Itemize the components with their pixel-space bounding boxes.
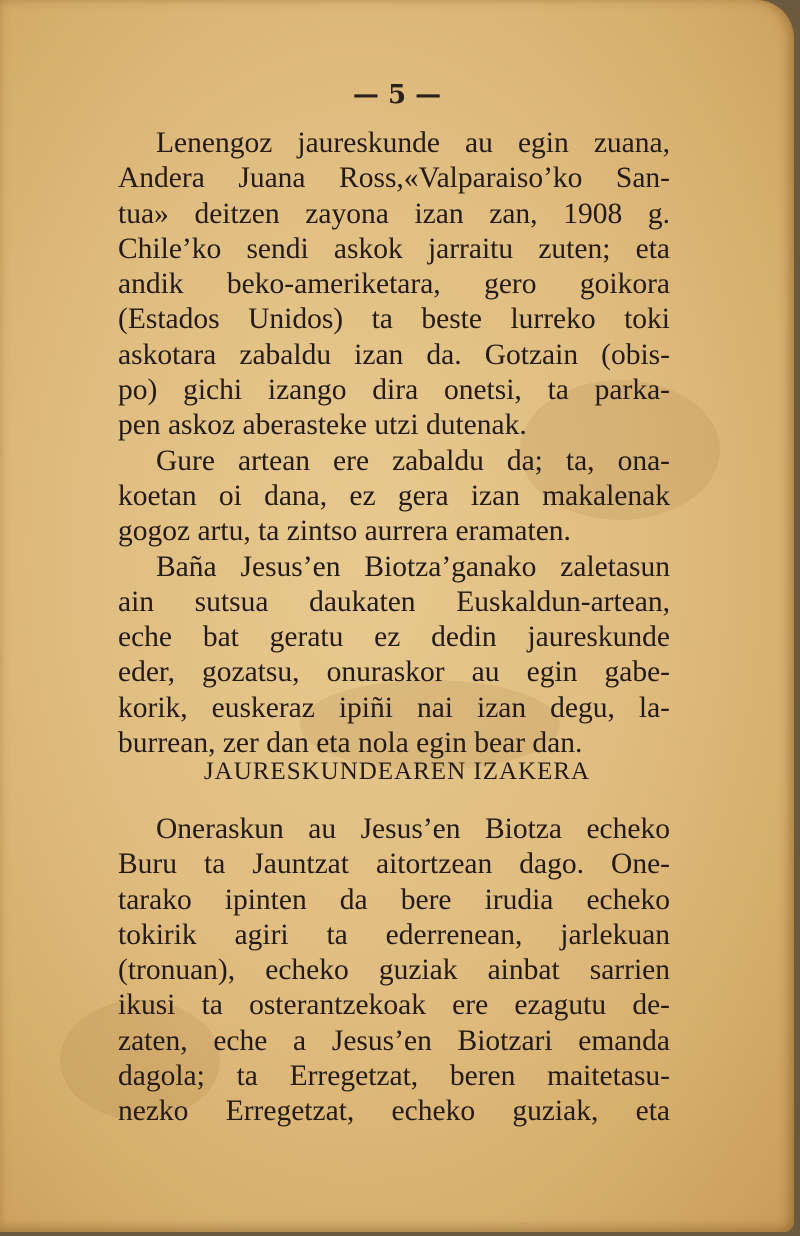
text-line: nezko Erregetzat, echeko guziak, eta [118, 1095, 670, 1128]
text-line: Buru ta Jauntzat aitortzean dago. One- [118, 848, 670, 881]
text-line: Oneraskun au Jesus’en Biotza echeko [156, 813, 670, 845]
text-line: Chile’ko sendi askok jarraitu zuten; eta [118, 232, 670, 265]
text-line: koetan oi dana, ez gera izan makalenak [118, 479, 670, 512]
text-line: tarako ipinten da bere irudia echeko [118, 883, 670, 916]
text-line: dagola; ta Erregetzat, beren maitetasu- [118, 1060, 670, 1093]
text-line: Lenengoz jaureskunde au egin zuana, [156, 127, 670, 159]
text-line: eder, gozatsu, onuraskor au egin gabe- [118, 656, 670, 689]
text-line: burrean, zer dan eta nola egin bear dan. [118, 727, 583, 760]
paragraph-group-section [118, 812, 670, 1130]
text-line: Baña Jesus’en Biotza’ganako zaletasun [156, 550, 670, 583]
text-line: askotara zabaldu izan da. Gotzain (obis- [118, 338, 670, 371]
page-number: — 5 — [352, 80, 442, 110]
text-line: po) gichi izango dira onetsi, ta parka- [118, 374, 670, 407]
text-line: andik beko-ameriketara, gero goikora [118, 268, 670, 301]
text-line: Andera Juana Ross,«Valparaiso’ko San- [118, 162, 670, 195]
text-line: tua» deitzen zayona izan zan, 1908 g. [118, 197, 670, 230]
paragraph-group-intro [118, 126, 670, 761]
text-line: korik, euskeraz ipiñi nai izan degu, la- [118, 691, 670, 724]
text-line: (tronuan), echeko guziak ainbat sarrien [118, 954, 670, 987]
text-line: (Estados Unidos) ta beste lurreko toki [118, 303, 670, 336]
text-line: gogoz artu, ta zintso aurrera eramaten. [118, 515, 571, 548]
text-line: ikusi ta osterantzekoak ere ezagutu de- [118, 989, 670, 1022]
text-line: tokirik agiri ta ederrenean, jarlekuan [118, 918, 670, 951]
text-line: eche bat geratu ez dedin jaureskunde [118, 621, 670, 654]
text-line: ain sutsua daukaten Euskaldun-artean, [118, 585, 670, 618]
text-line: Gure artean ere zabaldu da; ta, ona- [156, 444, 670, 477]
section-heading: JAURESKUNDEAREN IZAKERA [203, 758, 591, 785]
text-line: pen askoz aberasteke utzi dutenak. [118, 409, 527, 442]
text-line: zaten, eche a Jesus’en Biotzari emanda [118, 1024, 670, 1057]
